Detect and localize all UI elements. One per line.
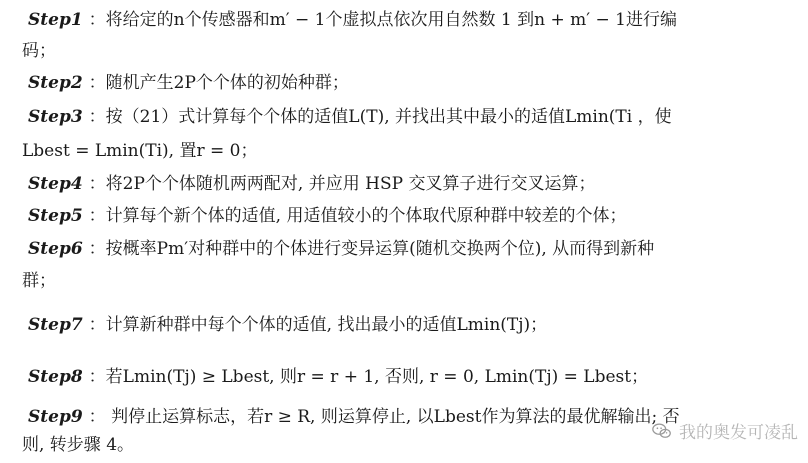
step6-text-2: 群； (22, 271, 56, 291)
step8-label: Step8 (28, 367, 83, 387)
step1-line2 (22, 40, 56, 62)
step7-line (28, 314, 547, 336)
step5-label: Step5 (28, 206, 83, 226)
watermark-text: 我的奥发可凌乱 (679, 423, 798, 443)
step6-line1 (28, 238, 654, 260)
step1-line1 (28, 9, 677, 31)
step9-text-1: ： 判停止运算标志，若r ≥ R, 则运算停止, 以Lbest作为算法的最优解输出; 否 (88, 407, 680, 427)
step4-line (28, 173, 595, 195)
step3-line1 (28, 106, 672, 128)
step2-line (28, 72, 349, 94)
step3-text-2: Lbest = Lmin(Ti), 置r = 0； (22, 141, 258, 161)
step5-line (28, 205, 626, 227)
step6-text-1: ：按概率Pm′对种群中的个体进行变异运算(随机交换两个位), 从而得到新种 (88, 239, 655, 259)
step7-text: ：计算新种群中每个个体的适值, 找出最小的适值Lmin(Tj)； (88, 315, 548, 335)
step5-text: ：计算每个新个体的适值, 用适值较小的个体取代原种群中较差的个体； (88, 206, 627, 226)
step1-text-2: 码； (22, 41, 56, 61)
step3-text-1: ：按（21）式计算每个个体的适值L(T), 并找出其中最小的适值Lmin(Ti ，使 (88, 107, 672, 127)
step9-label: Step9 (28, 407, 83, 427)
step6-label: Step6 (28, 239, 83, 259)
step9-text-2: 则, 转步骤 4。 (22, 435, 135, 455)
step8-text: ：若Lmin(Tj) ≥ Lbest, 则r = r + 1, 否则, r = 0, Lmin(Tj) = Lbest； (88, 367, 649, 387)
step2-text: ：随机产生2P个个体的初始种群； (88, 73, 349, 93)
step3-line2 (22, 140, 257, 162)
watermark (651, 418, 798, 443)
step8-line (28, 366, 648, 388)
step7-label: Step7 (28, 315, 83, 335)
step6-line2 (22, 270, 56, 292)
step4-label: Step4 (28, 174, 83, 194)
step9-line2 (22, 434, 134, 456)
step3-label: Step3 (28, 107, 83, 127)
step1-label: Step1 (28, 10, 83, 30)
step2-label: Step2 (28, 73, 83, 93)
step1-text-1: ：将给定的n个传感器和m′ − 1个虚拟点依次用自然数 1 到n + m′ − 1进行编 (88, 10, 677, 30)
wechat-icon (651, 420, 673, 442)
step9-line1 (28, 406, 680, 428)
step4-text: ：将2P个个体随机两两配对, 并应用 HSP 交叉算子进行交叉运算； (88, 174, 596, 194)
